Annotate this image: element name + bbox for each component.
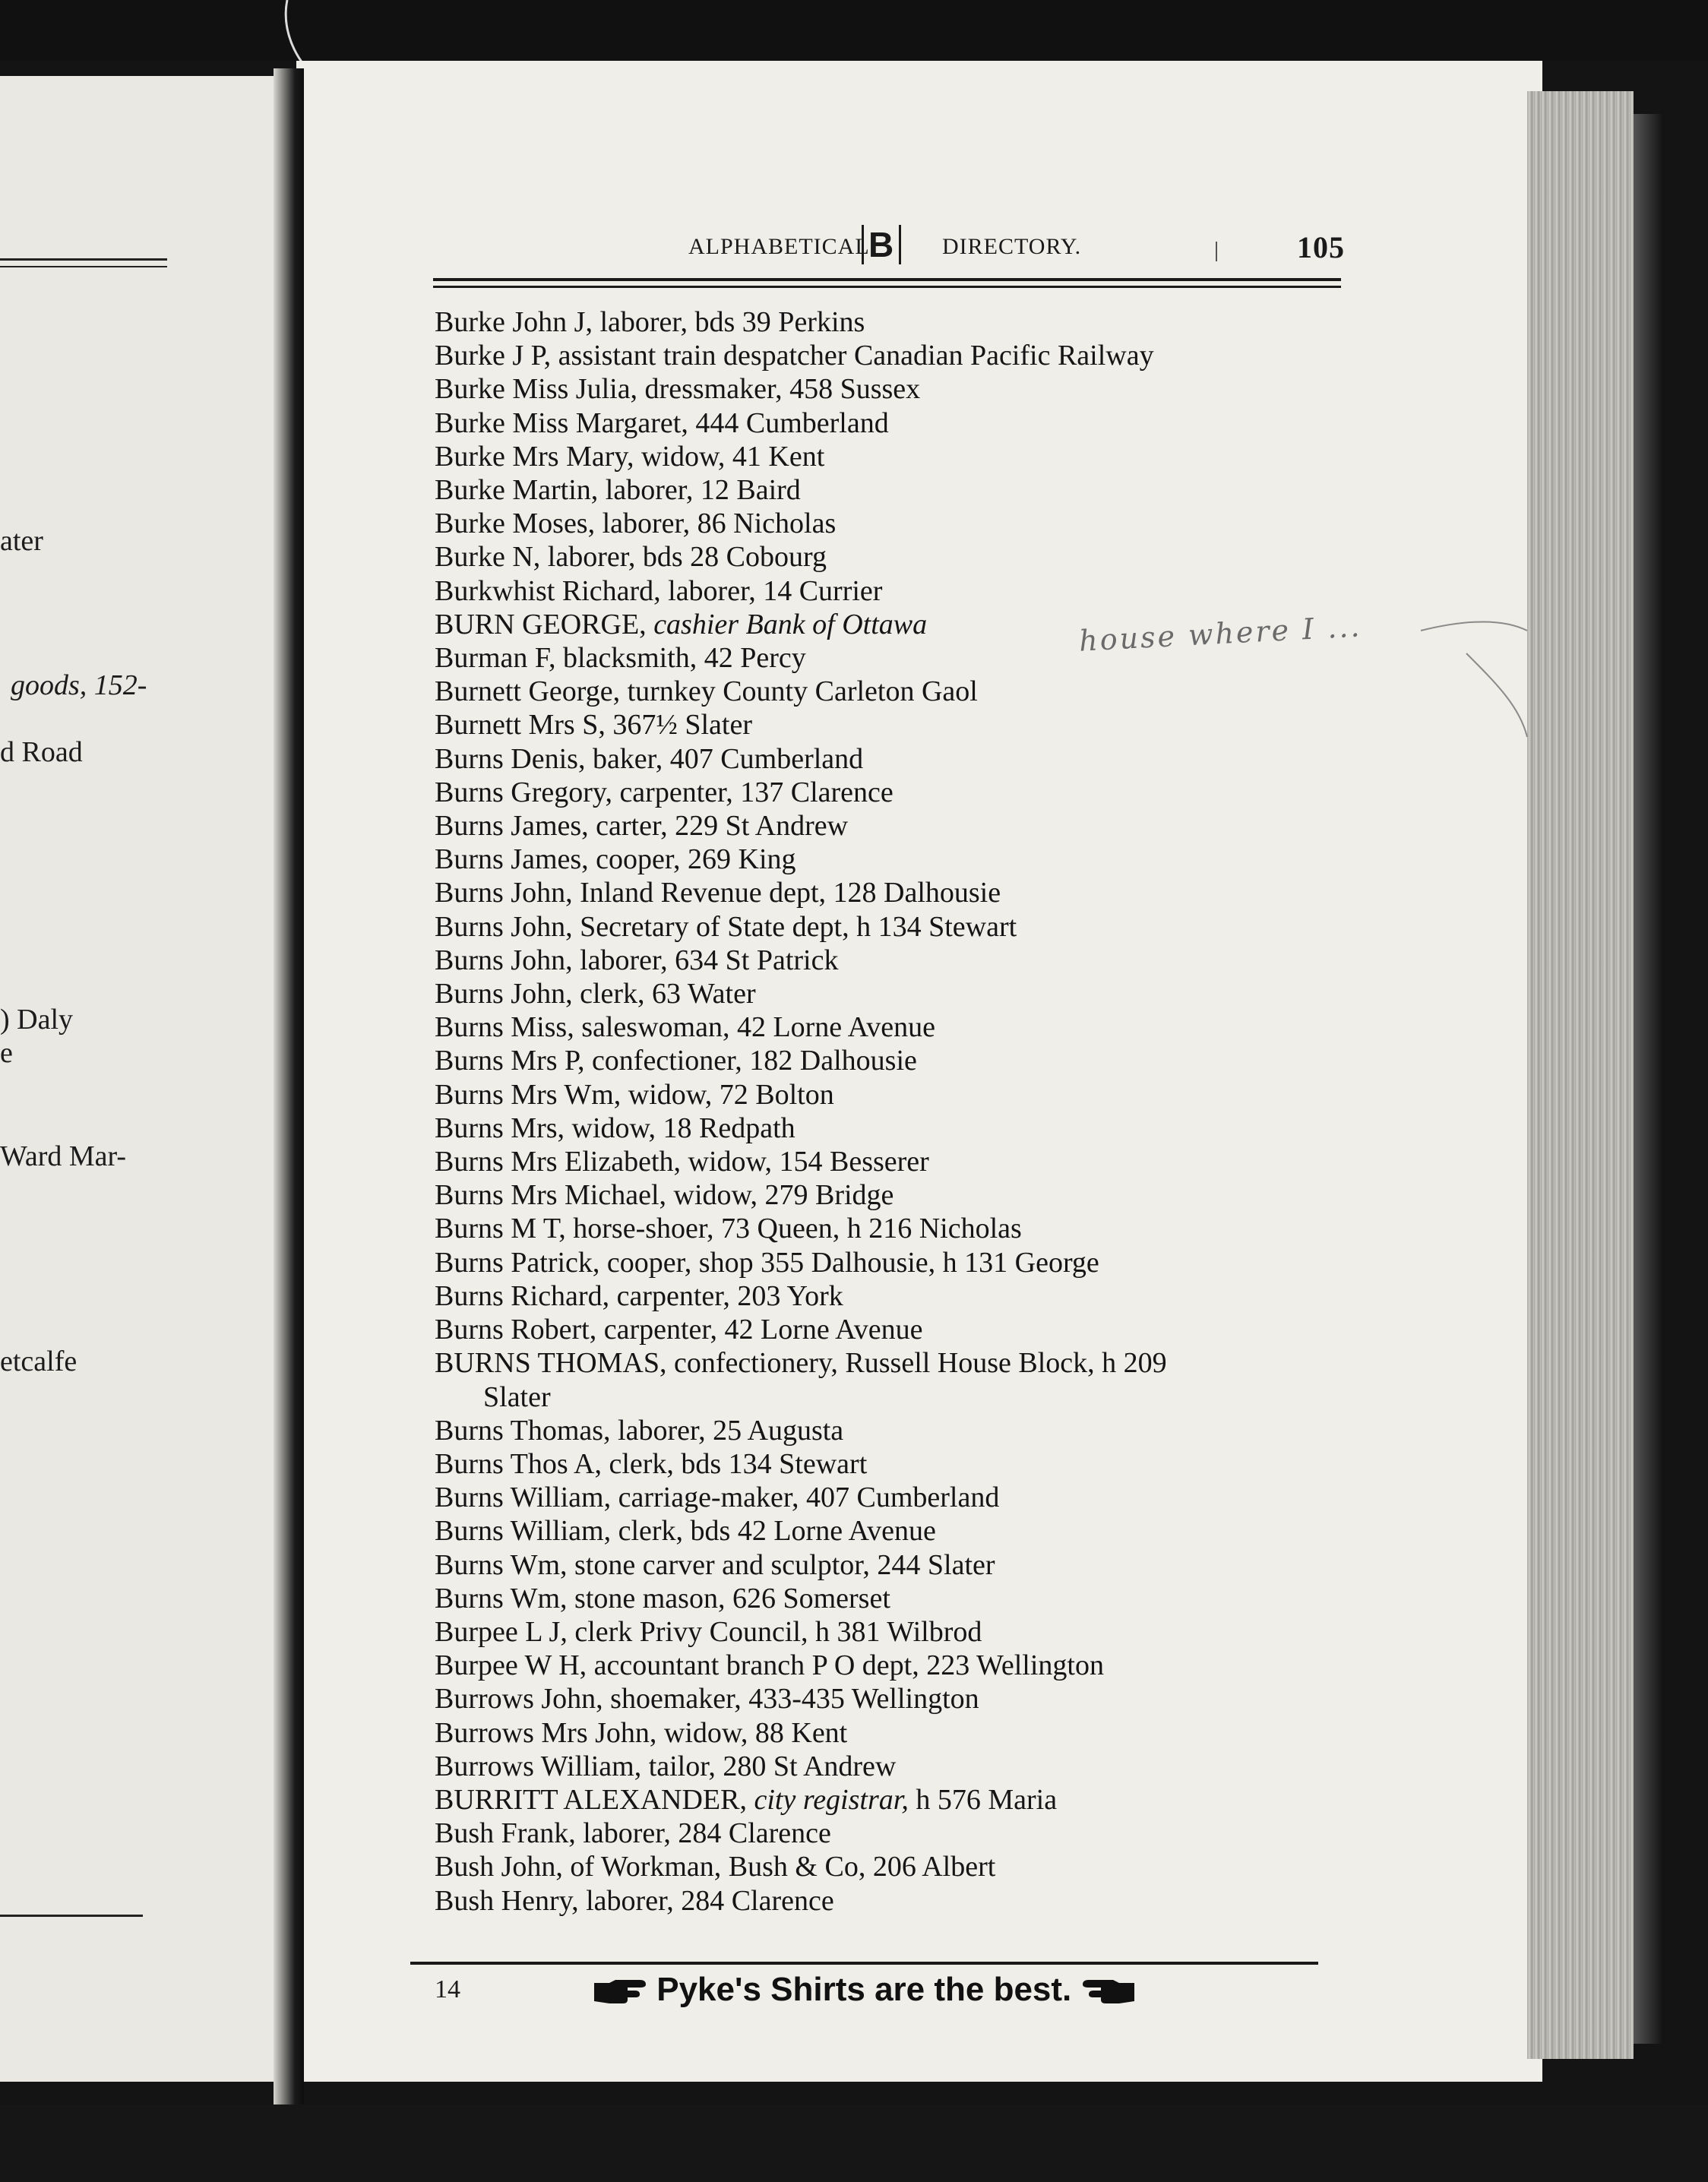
handwritten-annotation: house where I ...	[1078, 609, 1363, 658]
entry-text: Bush Frank, laborer, 284 Clarence	[435, 1817, 831, 1850]
directory-entry	[435, 507, 1354, 540]
entry-text: Burnett George, turnkey County Carleton Gaol	[435, 675, 978, 708]
entry-text: Burke Mrs Mary, widow, 41 Kent	[435, 440, 825, 473]
header-section-letter: B	[862, 225, 901, 264]
directory-entry	[435, 1346, 1354, 1380]
entry-text: Burns Thos A, clerk, bds 134 Stewart	[435, 1447, 868, 1480]
entry-text: Burns John, Inland Revenue dept, 128 Dalhousie	[435, 877, 1001, 909]
directory-entry	[435, 876, 1354, 909]
entry-text: Burns Mrs Elizabeth, widow, 154 Besserer	[435, 1146, 929, 1178]
directory-entry	[435, 1514, 1354, 1548]
entry-text: Burns Mrs Wm, widow, 72 Bolton	[435, 1078, 834, 1111]
entry-text: Burns James, cooper, 269 King	[435, 843, 796, 876]
entry-text: BURRITT ALEXANDER,	[435, 1783, 754, 1816]
directory-entry	[435, 809, 1354, 843]
entry-text: Burke Miss Margaret, 444 Cumberland	[435, 406, 889, 439]
entry-text: Burrows William, tailor, 280 St Andrew	[435, 1750, 897, 1782]
entry-text: Burns William, carriage-maker, 407 Cumberland	[435, 1482, 1000, 1514]
entry-text: Burpee W H, accountant branch P O dept, 223 Wellington	[435, 1649, 1104, 1682]
entry-text: Burns Richard, carpenter, 203 York	[435, 1279, 843, 1312]
directory-entry	[435, 1850, 1354, 1883]
entry-text: Burke N, laborer, bds 28 Cobourg	[435, 541, 827, 574]
entry-text: Burpee L J, clerk Privy Council, h 381 Wilbrod	[435, 1615, 982, 1648]
directory-entry	[435, 1716, 1354, 1750]
entry-italic-text: cashier Bank of Ottawa	[653, 608, 928, 640]
left-page-rule-bottom	[0, 1915, 143, 1917]
entry-text: Burkwhist Richard, laborer, 14 Currier	[435, 574, 883, 607]
left-page-fragment: ) Daly	[0, 1004, 74, 1036]
directory-entry	[435, 1145, 1354, 1178]
entry-text: Burns Mrs Michael, widow, 279 Bridge	[435, 1179, 894, 1212]
entry-text: Burns John, laborer, 634 St Patrick	[435, 944, 839, 976]
directory-entry	[435, 910, 1354, 944]
entry-text: Burns Miss, saleswoman, 42 Lorne Avenue	[435, 1011, 935, 1044]
page-number: 105	[1297, 230, 1345, 264]
entry-text: Burns Denis, baker, 407 Cumberland	[435, 742, 864, 775]
entry-trailing-text: h 576 Maria	[908, 1783, 1058, 1816]
directory-entry	[435, 473, 1354, 507]
entry-text: Burns John, Secretary of State dept, h 134 Stewart	[435, 910, 1017, 943]
left-page-fragment: goods, 152-	[11, 669, 147, 701]
handwritten-scribble	[1071, 600, 1542, 752]
pointing-hand-left-icon	[1081, 1977, 1136, 2006]
advertisement-text: Pyke's Shirts are the best.	[656, 1971, 1072, 2008]
header-tick-mark	[1216, 242, 1217, 261]
left-facing-page	[0, 76, 289, 2082]
scanner-background-bottom	[0, 2105, 1708, 2182]
directory-entry	[435, 1313, 1354, 1346]
header-rule-bottom	[433, 286, 1341, 288]
directory-entry	[435, 1380, 1354, 1414]
left-page-fragment: e	[0, 1037, 13, 1069]
directory-entry	[435, 1212, 1354, 1245]
entry-text: Burns Mrs P, confectioner, 182 Dalhousie	[435, 1045, 917, 1077]
entry-text: Burke John J, laborer, bds 39 Perkins	[435, 306, 865, 338]
left-page-fragment: d Road	[0, 736, 83, 768]
entry-text: Burns William, clerk, bds 42 Lorne Avenue	[435, 1515, 936, 1548]
left-page-fragment: Ward Mar-	[0, 1140, 127, 1172]
left-page-fragment: etcalfe	[0, 1346, 77, 1377]
entry-text: Burns Wm, stone mason, 626 Somerset	[435, 1582, 890, 1614]
entry-italic-text: city registrar,	[754, 1783, 909, 1816]
entry-text: Burnett Mrs S, 367½ Slater	[435, 709, 752, 742]
directory-entry	[435, 1682, 1354, 1716]
directory-entry	[435, 1279, 1354, 1313]
entry-text: Bush Henry, laborer, 284 Clarence	[435, 1884, 834, 1917]
entry-text: Burman F, blacksmith, 42 Percy	[435, 642, 806, 675]
directory-entry	[435, 1044, 1354, 1077]
entry-text: BURNS THOMAS, confectionery, Russell House Block, h 209	[435, 1347, 1167, 1380]
entry-text: Burrows John, shoemaker, 433-435 Wellington	[435, 1683, 979, 1716]
header-rule-top	[433, 278, 1341, 281]
directory-entry	[435, 1078, 1354, 1112]
entry-text: BURN GEORGE,	[435, 608, 654, 640]
directory-entry	[435, 1582, 1354, 1615]
signature-number: 14	[435, 1975, 460, 2003]
directory-entry	[435, 1783, 1354, 1817]
directory-entry	[435, 1750, 1354, 1783]
directory-entry	[435, 1481, 1354, 1514]
scanner-background-top	[0, 0, 1708, 61]
directory-entry	[435, 1615, 1354, 1649]
directory-entry	[435, 1447, 1354, 1481]
entry-text: Burns Patrick, cooper, shop 355 Dalhousie, h 131 George	[435, 1246, 1099, 1279]
directory-entry	[435, 440, 1354, 473]
entry-text: Burns M T, horse-shoer, 73 Queen, h 216 Nicholas	[435, 1213, 1022, 1245]
entry-text: Burke Miss Julia, dressmaker, 458 Sussex	[435, 373, 921, 406]
directory-entry	[435, 776, 1354, 809]
entry-text: Burns Wm, stone carver and sculptor, 244 Slater	[435, 1548, 995, 1581]
directory-entry	[435, 1884, 1354, 1918]
entry-text: Burns Gregory, carpenter, 137 Clarence	[435, 776, 894, 808]
directory-entry	[435, 1246, 1354, 1279]
directory-entry	[435, 977, 1354, 1010]
left-page-fragment: ater	[0, 525, 43, 557]
book-gutter	[274, 68, 304, 2105]
entry-text: Slater	[483, 1380, 551, 1413]
directory-entry	[435, 339, 1354, 372]
directory-entry	[435, 944, 1354, 977]
entry-text: Burke Martin, laborer, 12 Baird	[435, 474, 801, 507]
entry-text: Burke J P, assistant train despatcher Canadian Pacific Railway	[435, 340, 1154, 372]
directory-entry	[435, 1178, 1354, 1212]
header-title-left: ALPHABETICAL	[688, 234, 870, 259]
left-page-rule-top-second	[0, 266, 167, 267]
entry-text: Bush John, of Workman, Bush & Co, 206 Albert	[435, 1851, 996, 1883]
entry-text: Burns Thomas, laborer, 25 Augusta	[435, 1414, 844, 1447]
directory-entry	[435, 1112, 1354, 1145]
left-page-rule-top	[0, 258, 167, 261]
entry-text: Burns Mrs, widow, 18 Redpath	[435, 1112, 795, 1144]
pointing-hand-right-icon	[593, 1977, 647, 2006]
entry-text: Burke Moses, laborer, 86 Nicholas	[435, 508, 837, 540]
footer-rule	[410, 1962, 1318, 1965]
page-edges	[1527, 91, 1634, 2059]
entry-text: Burns Robert, carpenter, 42 Lorne Avenue	[435, 1314, 923, 1346]
running-header	[410, 225, 1345, 270]
directory-entry	[435, 406, 1354, 440]
directory-entry	[435, 1817, 1354, 1850]
footer-advertisement	[593, 1971, 1155, 2009]
directory-entry	[435, 540, 1354, 574]
page-edge-shadow	[1634, 114, 1664, 2044]
directory-entry	[435, 1548, 1354, 1582]
entry-text: Burns John, clerk, 63 Water	[435, 978, 756, 1010]
header-title-right: DIRECTORY.	[942, 234, 1082, 259]
entry-text: Burns James, carter, 229 St Andrew	[435, 810, 849, 843]
directory-entry	[435, 1010, 1354, 1044]
directory-entry	[435, 305, 1354, 339]
directory-entry	[435, 1414, 1354, 1447]
directory-entries	[435, 305, 1354, 1918]
directory-entry	[435, 1649, 1354, 1682]
entry-text: Burrows Mrs John, widow, 88 Kent	[435, 1716, 848, 1749]
directory-entry	[435, 372, 1354, 406]
directory-entry	[435, 843, 1354, 876]
